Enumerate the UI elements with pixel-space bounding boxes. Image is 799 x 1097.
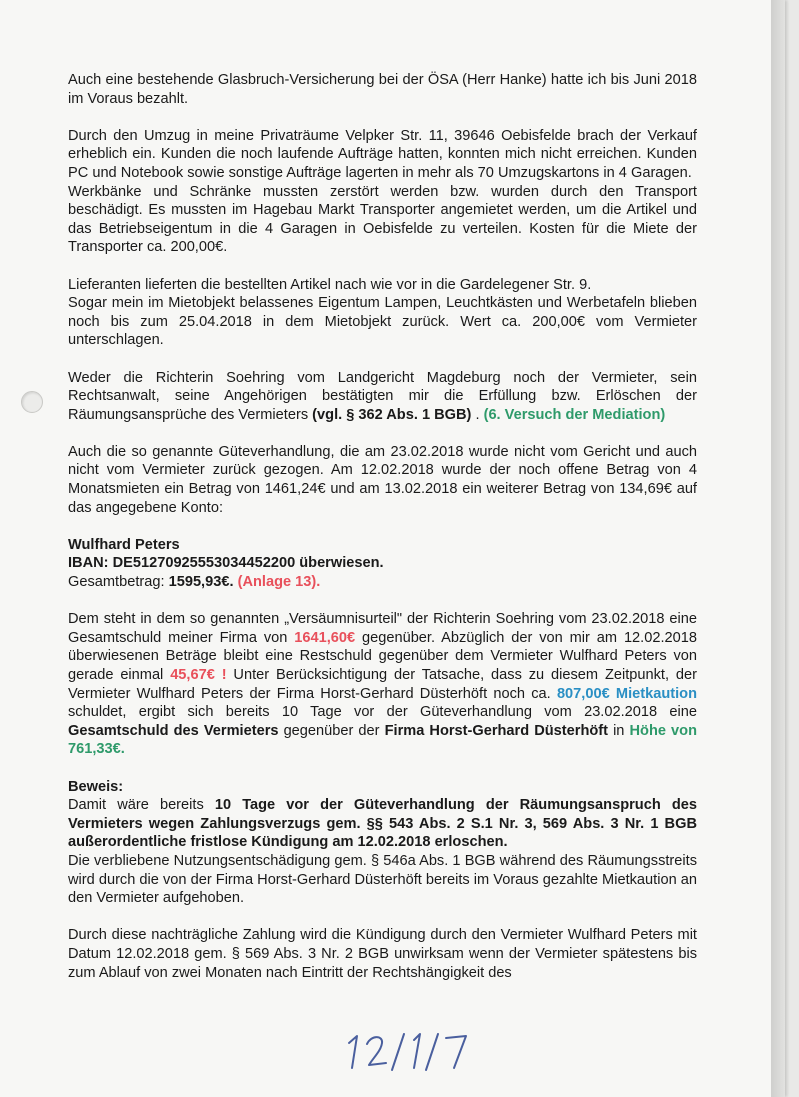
document-body (68, 71, 697, 1001)
iban: IBAN: DE51270925553034452200 überwiesen. (68, 555, 384, 572)
paragraph-suppliers: Lieferanten lieferten die bestellten Artikel nach wie vor in die Gardelegener Str. 9. (68, 276, 592, 293)
legal-reference: (vgl. § 362 Abs. 1 BGB) (312, 406, 472, 423)
paragraph-property-left: Sogar mein im Mietobjekt belassenes Eigentum Lampen, Leuchtkästen und Werbetafeln blieben noch bis zum 25.04.2018 in dem Mietobjekt zurück. Wert ca. 200,00€ vom Vermieter unterschlagen. (68, 295, 697, 349)
paragraph-bank-account (68, 536, 697, 592)
annex-reference: (Anlage 13). (233, 574, 321, 591)
paragraph-workbenches: Werkbänke und Schränke mussten zerstört werden bzw. wurden durch den Transport beschädigt. Es mussten im Hagebau Markt Transporter angemietet werden, um die Artikel und das Betriebseigentum in die 4 Garagen in Oebisfelde zu verteilen. Kosten für die Miete der Transporter ca. 200,00€. (68, 183, 697, 256)
paragraph-usage-compensation: Die verbliebene Nutzungsentschädigung gem. § 546a Abs. 1 BGB während des Räumungsstreits wird durch die von der Firma Horst-Gerhard Düsterhöft bereits im Voraus gezahlte Mietkaution an den Vermieter aufgehoben. (68, 852, 697, 907)
paragraph-judge-landlord: Weder die Richterin Soehring vom Landgericht Magdeburg noch der Vermieter, sein Rechtsanwalt, seine Angehörigen bestätigten mir die Erfüllung bzw. Erlöschen der Räumungsansprüche des Vermieters (vgl. § 362 Abs. 1 BGB) . (6. Versuch der Mediation) (68, 369, 697, 423)
punch-hole (21, 391, 43, 413)
total-amount: 1595,93€. (168, 574, 234, 591)
handwritten-page-number (340, 1030, 480, 1078)
deposit-amount: 807,00€ Mietkaution (556, 685, 697, 702)
paragraph-glass-insurance: Auch eine bestehende Glasbruch-Versicherung bei der ÖSA (Herr Hanke) hatte ich bis Juni 2018 im Voraus bezahlt. (68, 72, 697, 107)
account-holder: Wulfhard Peters (68, 536, 180, 553)
paragraph-conciliation-hearing: Auch die so genannte Güteverhandlung, die am 23.02.2018 wurde nicht vom Gericht und auch nicht vom Vermieter zurück gezogen. Am 12.02.2018 wurde der noch offene Betrag von 4 Monatsmieten ein Betrag von 1461,24€ und am 13.02.2018 ein weiterer Betrag von 134,69€ auf das angegebene Konto: (68, 443, 697, 516)
paragraph-subsequent-payment: Durch diese nachträgliche Zahlung wird die Kündigung durch den Vermieter Wulfhard Peters mit Datum 12.02.2018 gem. § 569 Abs. 3 Nr. 2 BGB unwirksam wenn der Vermieter spätestens bis zum Ablauf von zwei Monaten nach Eintritt der Rechtshängigkeit des (68, 927, 697, 981)
mediation-note: (6. Versuch der Mediation) (483, 406, 666, 423)
paragraph-relocation: Durch den Umzug in meine Privaträume Velpker Str. 11, 39646 Oebisfelde brach der Verkauf erheblich ein. Kunden die noch laufende Aufträge hatten, konnten mich nicht erreichen. Kunden PC und Notebook sowie sonstige Aufträge lagerten in mehr als 70 Umzugskartons in 4 Garagen. (68, 127, 697, 181)
evidence-heading: Beweis: (68, 778, 124, 795)
total-debt-amount: 1641,60€ (294, 629, 356, 646)
evidence-section: Beweis: Damit wäre bereits 10 Tage vor der Güteverhandlung der Räumungsanspruch des Vermieters wegen Zahlungsverzugs gem. §§ 543 Abs. 2 S.1 Nr. 3, 569 Abs. 3 Nr. 1 BGB außerordentliche fristlose Kündigung am 12.02.2018 erloschen. (68, 778, 697, 851)
total-label: Gesamtbetrag: (68, 574, 169, 591)
landlord-debt-amount: Höhe von 761,33€. (68, 722, 697, 758)
page-edge-shadow (771, 0, 785, 1097)
remaining-debt-amount: 45,67€ ! (170, 667, 227, 683)
paragraph-default-judgment: Dem steht in dem so genannten „Versäumnisurteil" der Richterin Soehring vom 23.02.2018 eine Gesamtschuld meiner Firma von 1641,60€ gegenüber. Abzüglich der von mir am 12.02.2018 überwiesenen Beträge bleibt eine Restschuld gegenüber dem Vermieter Wulfhard Peters von gerade einmal 45,67€ ! Unter Berücksichtigung der Tatsache, dass zu diesem Zeitpunkt, der Vermieter Wulfhard Peters der Firma Horst-Gerhard Düsterhöft noch ca. 807,00€ Mietkaution schuldet, ergibt sich bereits 10 Tage vor der Güteverhandlung vom 23.02.2018 eine Gesamtschuld des Vermieters gegenüber der Firma Horst-Gerhard Düsterhöft in Höhe von 761,33€. (68, 611, 697, 758)
